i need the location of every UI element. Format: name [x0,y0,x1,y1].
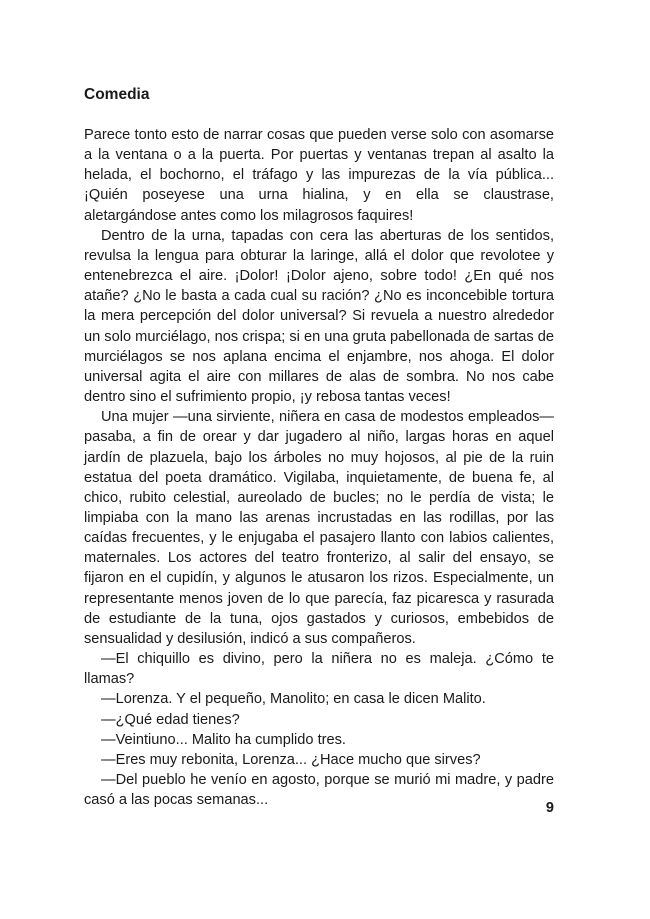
paragraph: Dentro de la urna, tapadas con cera las aberturas de los sentidos, revulsa la lengua para obturar la laringe, allá el dolor que revolotee y entenebrezca el aire. ¡Dolor! ¡Dolor ajeno, sobre todo! ¿En qué nos atañe? ¿No le basta a cada cual su ración? ¿No es inconcebible tortura la mera percepción del dolor universal? Si revuela a nuestro alrededor un solo murciélago, nos crispa; si en una gruta pabellonada de sartas de murciélagos se nos aplana encima el enjambre, nos ahoga. El dolor universal agita el aire con millares de alas de sombra. No nos cabe dentro sino el sufrimiento propio, ¡y rebosa tantas veces! [84,227,554,406]
paragraph: Una mujer —una sirviente, niñera en casa de modestos empleados— pasaba, a fin de orear y dar jugadero al niño, largas horas en aquel jardín de plazuela, bajo los árboles no muy hojosos, al pie de la ruin estatua del poeta dramático. Vigilaba, inquietamente, de buena fe, al chico, rubito celestial, aureolado de bucles; no le perdía de vista; le limpiaba con la mano las arenas incrustadas en las rodillas, por las caídas frecuentes, y le enjugaba el pasajero llanto con labios calientes, maternales. Los actores del teatro fronterizo, al salir del ensayo, se fijaron en el cupidín, y algunos le atusaron los rizos. Especialmente, un representante menos joven de lo que parecía, faz picaresca y rasurada de estudiante de la tuna, ojos gastados y curiosos, embebidos de sensualidad y desilusión, indicó a sus compañeros. [84,409,554,647]
chapter-title: Comedia [84,86,150,103]
dialogue-line: —Veintiuno... Malito ha cumplido tres. [101,731,346,748]
dialogue-line: —Eres muy rebonita, Lorenza... ¿Hace mucho que sirves? [101,751,481,768]
page-number: 9 [545,800,554,816]
book-page [84,0,554,919]
dialogue-line: —¿Qué edad tienes? [101,711,240,728]
dialogue-line: —El chiquillo es divino, pero la niñera no es maleja. ¿Cómo te llamas? [84,651,554,688]
body-text [84,125,554,810]
dialogue-line: —Del pueblo he venío en agosto, porque se murió mi madre, y padre casó a las pocas semanas... [84,772,554,809]
dialogue-line: —Lorenza. Y el pequeño, Manolito; en casa le dicen Malito. [101,691,486,708]
paragraph: Parece tonto esto de narrar cosas que pueden verse solo con asomarse a la ventana o a la puerta. Por puertas y ventanas trepan al asalto la helada, el bochorno, el tráfago y las impurezas de la vía pública... ¡Quién poseyese una urna hialina, y en ella se claustrase, aletargándose antes como los milagrosos faquires! [84,127,554,224]
